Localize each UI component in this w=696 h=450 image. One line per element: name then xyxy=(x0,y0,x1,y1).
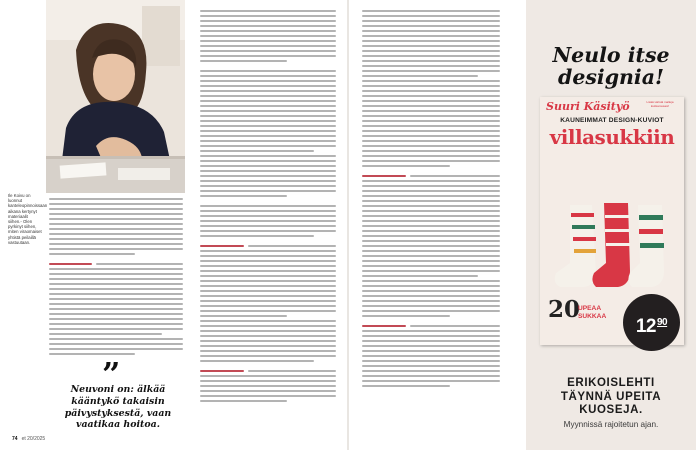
cover-count: 20 xyxy=(548,296,581,323)
page-gutter xyxy=(347,0,349,450)
article-photo xyxy=(46,0,185,193)
cover-badge: Lisää värisiä malleja kukkarossasi! xyxy=(646,100,674,108)
cover-masthead: Suuri Käsityö xyxy=(546,100,630,113)
cover-count-text-2: SUKKAA xyxy=(578,312,607,320)
ad-panel xyxy=(526,0,696,450)
photo-caption: Ile Koivu on luonnut kanteleopinnoissaan aikana kertynyt materiaalit siihen.- Olen pyrkinyt siihen, miten viraomaiset yhtistä peilaillä vastuutaan. xyxy=(8,193,48,245)
price-badge xyxy=(623,294,680,351)
woman-at-table-photo xyxy=(46,0,185,193)
cover-kicker: KAUNEIMMAT DESIGN-KUVIOT xyxy=(560,117,664,124)
pull-quote-mark: ” xyxy=(102,355,118,393)
ad-headline-line-1: Neulo itse xyxy=(552,43,670,67)
column-2-text xyxy=(200,10,336,405)
ad-tagline-2: TÄYNNÄ UPEITA xyxy=(560,390,662,403)
ad-tagline-1: ERIKOISLEHTI xyxy=(567,377,655,389)
price-cents: 90 xyxy=(657,317,668,328)
pull-quote: Neuvoni on: älkää kääntykö takaisin päivystyksestä, vaan vaatikaa hoitoa. xyxy=(64,384,172,431)
ad-tagline-3: KUOSEJA. xyxy=(579,404,643,416)
price-main: 12 xyxy=(635,316,656,337)
page-folio xyxy=(12,436,45,442)
socks-illustration xyxy=(540,145,684,295)
page-number: 74 xyxy=(12,436,18,442)
magazine-issue: et 20/2025 xyxy=(21,436,46,442)
ad-tagline xyxy=(526,377,696,418)
cover-title: villasukkiin xyxy=(549,125,675,149)
column-3-text xyxy=(362,10,500,390)
ad-headline-line-2: designia! xyxy=(557,65,664,89)
cover-count-text-1: UPEAA xyxy=(578,305,602,312)
cover-count-text xyxy=(578,305,606,320)
column-1-text xyxy=(49,198,183,358)
ad-headline xyxy=(526,44,696,88)
ad-subline: Myynnissä rajoitetun ajan. xyxy=(563,420,659,429)
